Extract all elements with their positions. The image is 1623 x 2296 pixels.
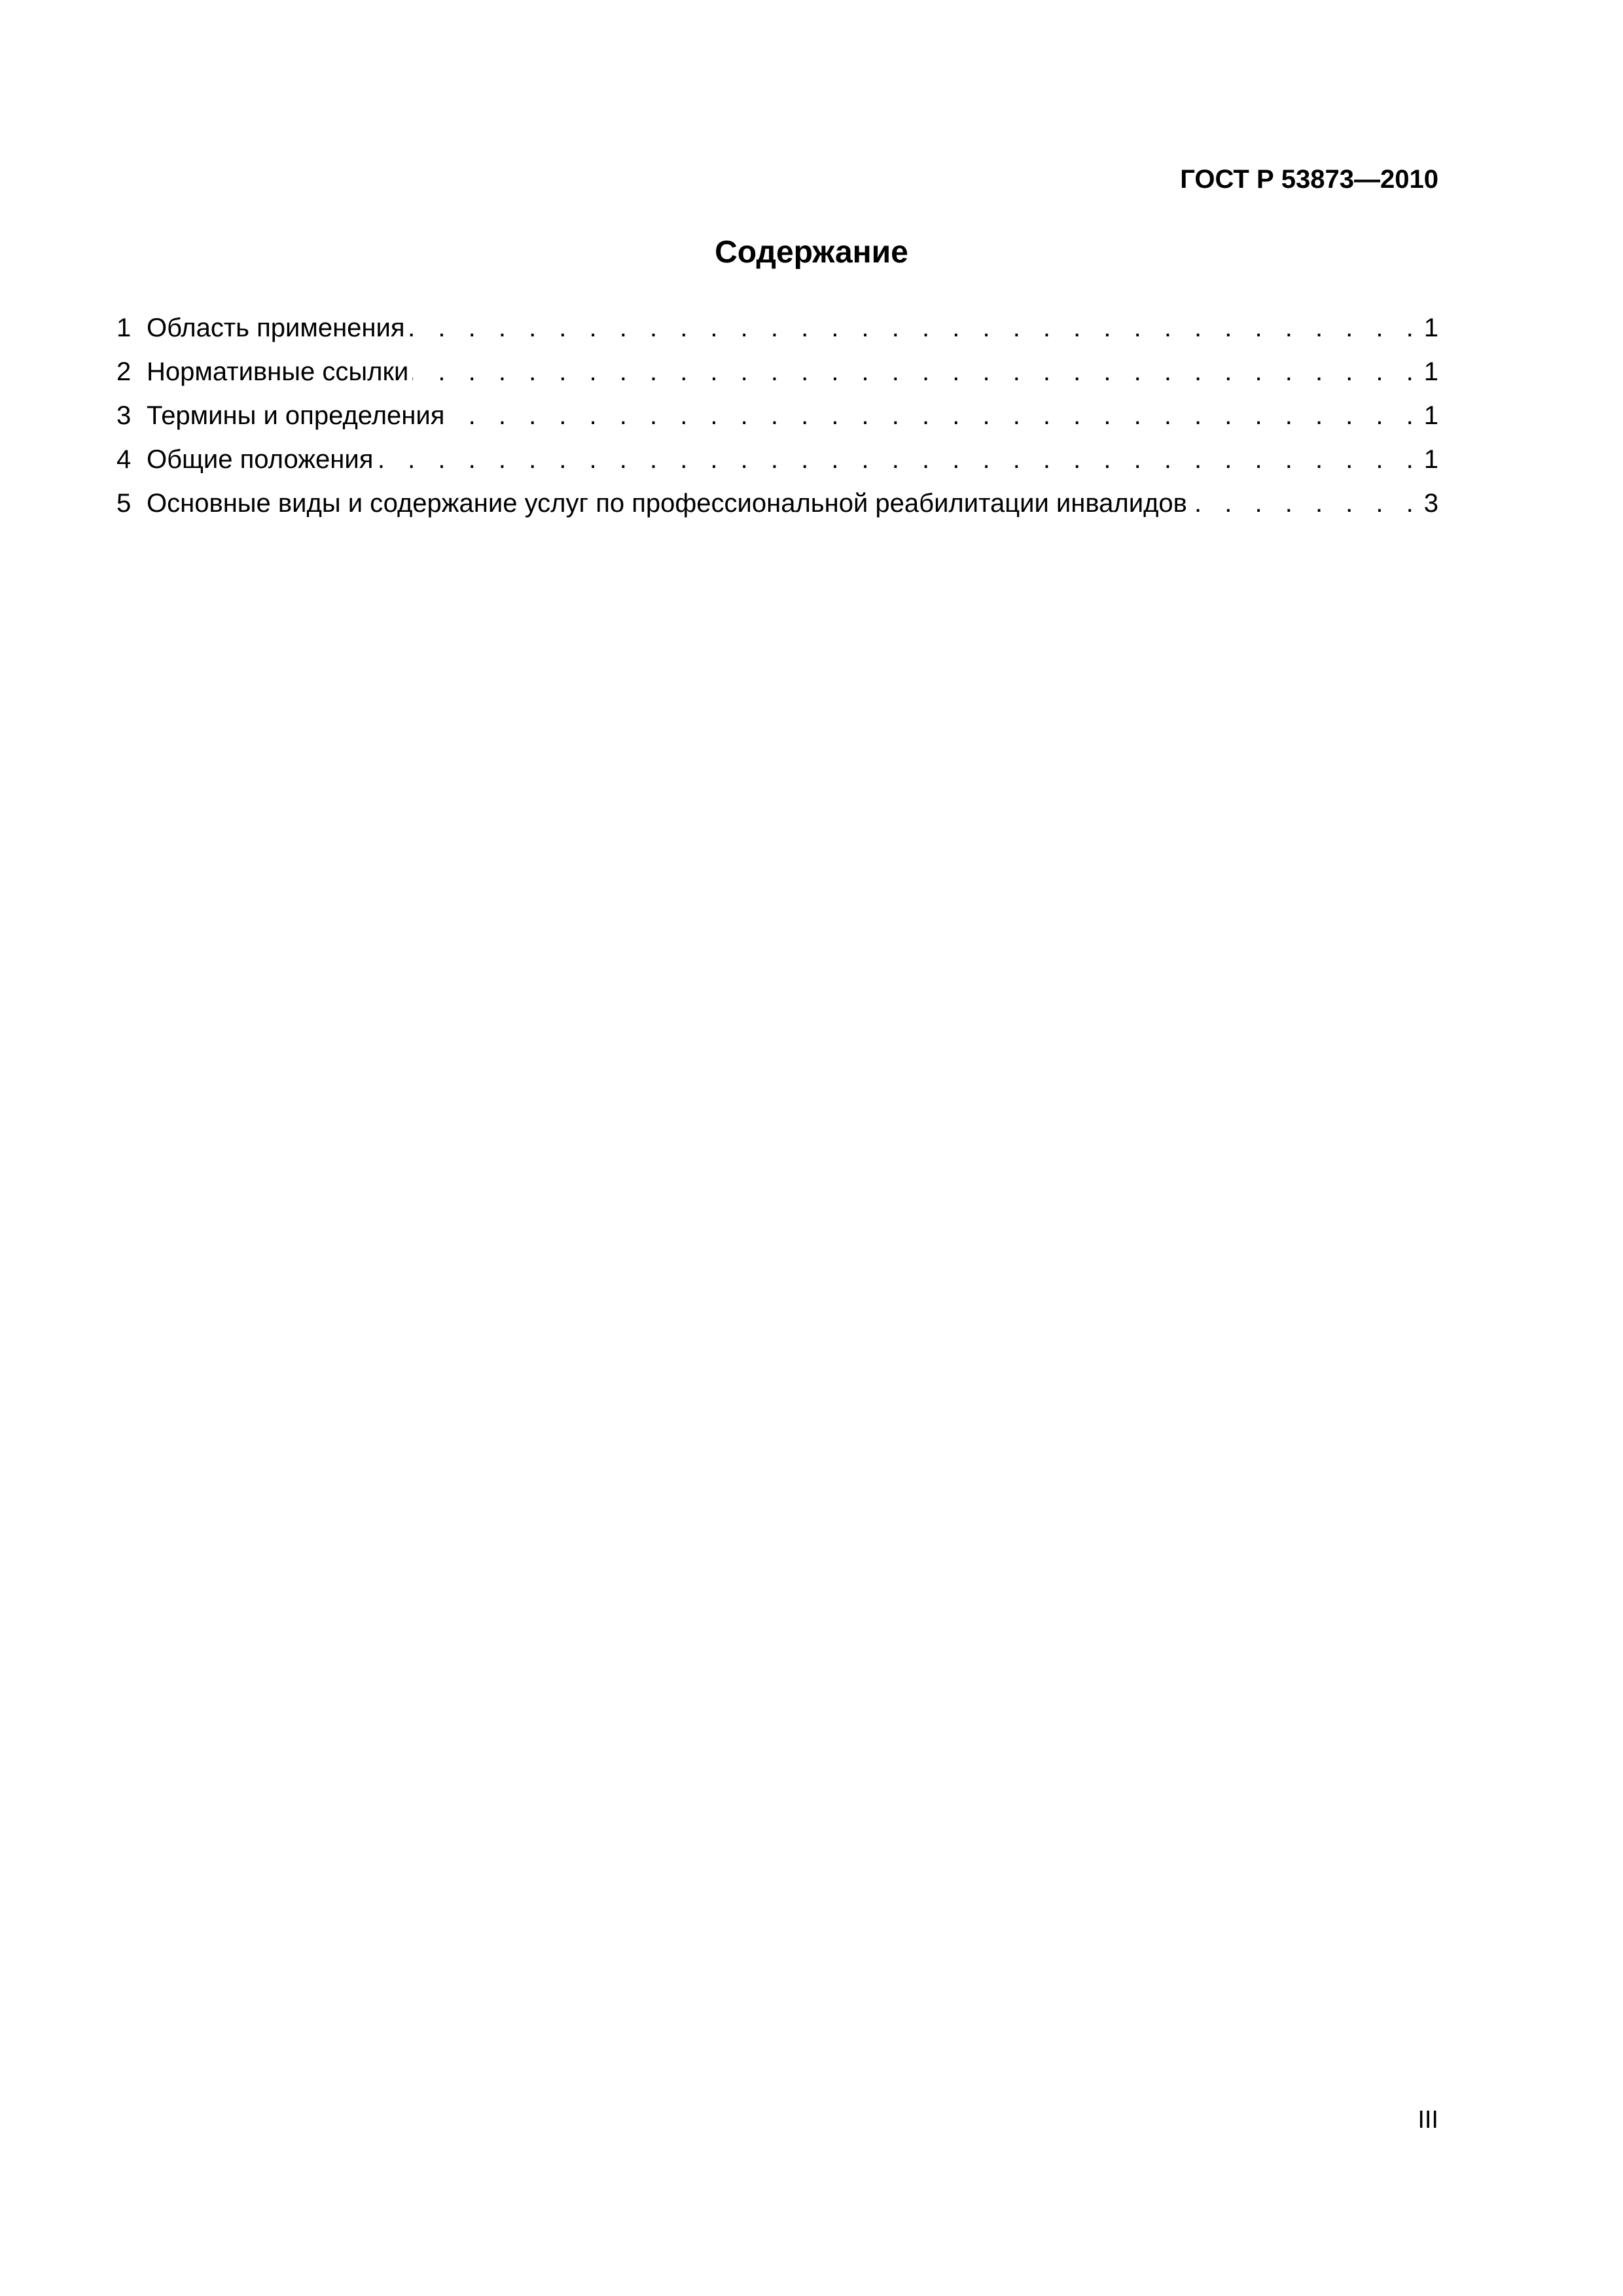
toc-entry-page: 1	[1423, 445, 1438, 474]
toc-entry-number: 5	[116, 489, 132, 518]
toc-title: Содержание	[715, 235, 908, 270]
toc-list	[116, 312, 1438, 531]
toc-entry-text: Основные виды и содержание услуг по профессиональной реабилитации инвалидов	[147, 489, 1187, 518]
toc-entry-text: Нормативные ссылки	[147, 357, 409, 386]
toc-dot-leader	[412, 356, 1421, 387]
toc-entry-text: Общие положения	[147, 445, 374, 474]
toc-dot-leader	[377, 444, 1421, 475]
toc-entry-number: 1	[116, 314, 132, 342]
toc-dot-leader	[448, 400, 1421, 431]
toc-entry-page: 1	[1423, 357, 1438, 386]
toc-entry-2[interactable]	[116, 356, 1438, 400]
toc-entry-5[interactable]	[116, 488, 1438, 531]
toc-entry-text: Термины и определения	[147, 401, 445, 430]
document-code: ГОСТ Р 53873—2010	[1180, 165, 1438, 194]
toc-entry-3[interactable]	[116, 400, 1438, 444]
toc-dot-leader	[1191, 488, 1421, 519]
toc-entry-number: 3	[116, 401, 132, 430]
toc-entry-text: Область применения	[147, 314, 405, 342]
toc-entry-page: 1	[1423, 314, 1438, 342]
page-number: III	[1418, 2106, 1438, 2134]
toc-dot-leader	[409, 312, 1421, 344]
toc-entry-4[interactable]	[116, 444, 1438, 488]
toc-entry-number: 2	[116, 357, 132, 386]
toc-entry-1[interactable]	[116, 312, 1438, 356]
toc-entry-number: 4	[116, 445, 132, 474]
toc-entry-page: 3	[1423, 489, 1438, 518]
toc-entry-page: 1	[1423, 401, 1438, 430]
